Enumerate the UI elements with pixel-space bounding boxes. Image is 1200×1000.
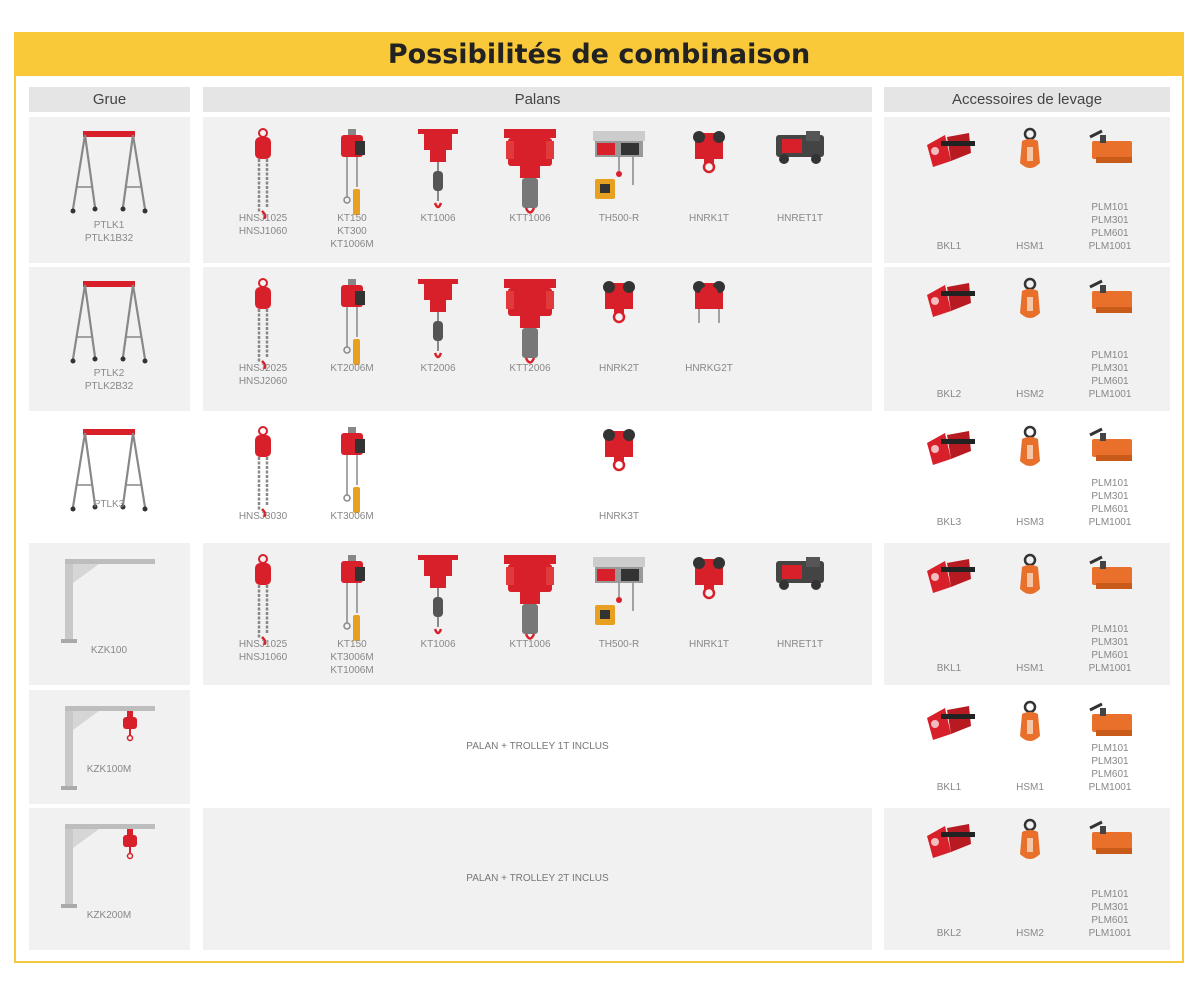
- product-labels: [574, 638, 664, 651]
- hoist-panel: [203, 808, 872, 950]
- product-labels: [34, 219, 184, 245]
- gantry-crane-icon: [34, 277, 184, 367]
- product-code: PTLK1: [93, 220, 125, 231]
- product-code: BKL1: [936, 663, 962, 674]
- product-code: KT2006: [420, 363, 456, 374]
- product-code: BKL1: [936, 782, 962, 793]
- product-labels: [755, 212, 845, 225]
- product-labels: [307, 212, 397, 251]
- product-cell: [307, 267, 397, 411]
- product-labels: [990, 240, 1070, 253]
- included-note: PALAN + TROLLEY 2T INCLUS: [466, 873, 609, 884]
- product-labels: [34, 367, 184, 393]
- product-cell: [1070, 117, 1150, 263]
- push-trolley-icon: [664, 127, 754, 175]
- product-labels: [990, 662, 1070, 675]
- product-code: KT3006M: [330, 652, 374, 663]
- hoist-with-trolley-icon: [485, 277, 575, 369]
- electric-hoist-trolley-icon: [393, 127, 483, 219]
- product-labels: [909, 927, 989, 940]
- product-code: HSM1: [1016, 782, 1044, 793]
- product-code: KT150: [337, 639, 367, 650]
- product-code: PLM601: [1091, 504, 1129, 515]
- product-cell: [990, 415, 1070, 539]
- accessories-panel: [884, 415, 1170, 539]
- product-code: HNRK2T: [598, 363, 639, 374]
- product-code: BKL1: [936, 241, 962, 252]
- electric-hoist-trolley-icon: [393, 553, 483, 645]
- product-labels: [1070, 201, 1150, 253]
- header-accessoires: Accessoires de levage: [884, 87, 1170, 112]
- chain-hoist-icon: [218, 127, 308, 219]
- product-cell: [1070, 415, 1150, 539]
- accessories-panel: [884, 808, 1170, 950]
- product-labels: [909, 662, 989, 675]
- header-palans: Palans: [203, 87, 872, 112]
- product-cell: [755, 117, 845, 263]
- product-code: HNSJ1060: [238, 226, 288, 237]
- product-code: PLM301: [1091, 363, 1129, 374]
- beam-clamp-icon: [909, 700, 989, 744]
- electric-trolley-icon: [755, 553, 845, 593]
- product-code: HNRK3T: [598, 511, 639, 522]
- plate-clamp-icon: [990, 425, 1070, 473]
- product-labels: [1070, 742, 1150, 794]
- product-code: HNRET1T: [776, 639, 824, 650]
- product-code: PLM601: [1091, 228, 1129, 239]
- crane-panel: [29, 543, 190, 685]
- product-code: PLM1001: [1088, 241, 1132, 252]
- plate-clamp-icon: [990, 818, 1070, 866]
- product-code: KTT1006: [509, 213, 551, 224]
- beam-clamp-icon: [909, 425, 989, 469]
- hoist-with-trolley-icon: [485, 127, 575, 219]
- product-cell: [574, 415, 664, 539]
- product-cell: [909, 690, 989, 804]
- accessories-panel: [884, 690, 1170, 804]
- electric-chain-hoist-icon: [307, 553, 397, 645]
- product-cell: [990, 117, 1070, 263]
- product-cell: [990, 690, 1070, 804]
- product-labels: [218, 212, 308, 238]
- product-code: PTLK2B32: [84, 381, 134, 392]
- jib-crane-icon: [34, 553, 184, 645]
- electric-chain-hoist-icon: [307, 425, 397, 517]
- product-code: HSM3: [1016, 517, 1044, 528]
- product-code: PTLK3: [93, 499, 125, 510]
- product-cell: [1070, 808, 1150, 950]
- product-labels: [990, 388, 1070, 401]
- product-cell: [1070, 690, 1150, 804]
- product-labels: [909, 516, 989, 529]
- lifting-magnet-icon: [1070, 127, 1150, 171]
- product-code: PLM1001: [1088, 782, 1132, 793]
- product-cell: [218, 117, 308, 263]
- product-labels: [664, 638, 754, 651]
- chain-hoist-icon: [218, 277, 308, 369]
- electric-chain-hoist-icon: [307, 277, 397, 369]
- product-cell: [34, 543, 184, 685]
- product-labels: [307, 638, 397, 677]
- product-code: HNRET1T: [776, 213, 824, 224]
- product-code: PLM101: [1091, 478, 1129, 489]
- product-code: KT1006M: [330, 665, 374, 676]
- included-note: PALAN + TROLLEY 1T INCLUS: [466, 741, 609, 752]
- product-code: HNSJ3030: [238, 511, 288, 522]
- product-cell: [307, 117, 397, 263]
- geared-trolley-icon: [664, 277, 754, 325]
- plate-clamp-icon: [990, 700, 1070, 748]
- product-cell: [218, 267, 308, 411]
- product-cell: [34, 808, 184, 950]
- product-labels: [574, 510, 664, 523]
- hoist-with-trolley-icon: [485, 553, 575, 645]
- product-cell: [1070, 543, 1150, 685]
- product-labels: [1070, 349, 1150, 401]
- product-code: PLM601: [1091, 650, 1129, 661]
- product-labels: [755, 638, 845, 651]
- product-cell: [755, 543, 845, 685]
- beam-clamp-icon: [909, 818, 989, 862]
- product-code: KT2006M: [330, 363, 374, 374]
- plate-clamp-icon: [990, 127, 1070, 175]
- product-cell: [34, 690, 184, 804]
- product-code: PLM101: [1091, 889, 1129, 900]
- beam-clamp-icon: [909, 127, 989, 171]
- product-labels: [664, 212, 754, 225]
- product-code: PLM1001: [1088, 389, 1132, 400]
- wire-rope-hoist-icon: [574, 553, 664, 633]
- hoist-panel: [203, 267, 872, 411]
- product-code: PLM601: [1091, 769, 1129, 780]
- product-code: KZK200M: [86, 910, 132, 921]
- push-trolley-icon: [664, 553, 754, 601]
- product-code: HSM1: [1016, 241, 1044, 252]
- product-labels: [574, 362, 664, 375]
- product-cell: [34, 415, 184, 539]
- product-labels: [34, 498, 184, 511]
- product-labels: [574, 212, 664, 225]
- product-code: KT3006M: [330, 511, 374, 522]
- product-cell: [909, 543, 989, 685]
- electric-trolley-icon: [755, 127, 845, 167]
- product-cell: [218, 415, 308, 539]
- page-title: Possibilités de combinaison: [387, 38, 811, 70]
- chain-hoist-icon: [218, 553, 308, 645]
- product-code: BKL2: [936, 928, 962, 939]
- product-code: HNSJ2060: [238, 376, 288, 387]
- product-labels: [34, 644, 184, 657]
- product-code: HNRK1T: [688, 213, 729, 224]
- product-cell: [909, 808, 989, 950]
- lifting-magnet-icon: [1070, 818, 1150, 862]
- wire-rope-hoist-icon: [574, 127, 664, 207]
- product-code: TH500-R: [598, 639, 640, 650]
- product-labels: [307, 510, 397, 523]
- product-code: PLM601: [1091, 376, 1129, 387]
- product-code: PLM301: [1091, 491, 1129, 502]
- product-cell: [909, 117, 989, 263]
- product-code: PLM601: [1091, 915, 1129, 926]
- product-cell: [1070, 267, 1150, 411]
- product-code: KZK100M: [86, 764, 132, 775]
- product-cell: [307, 543, 397, 685]
- electric-hoist-trolley-icon: [393, 277, 483, 369]
- beam-clamp-icon: [909, 553, 989, 597]
- product-labels: [34, 763, 184, 776]
- lifting-magnet-icon: [1070, 425, 1150, 469]
- product-cell: [909, 267, 989, 411]
- crane-panel: [29, 267, 190, 411]
- accessories-panel: [884, 543, 1170, 685]
- plate-clamp-icon: [990, 553, 1070, 601]
- product-labels: [393, 638, 483, 651]
- product-cell: [664, 117, 754, 263]
- product-cell: [393, 267, 483, 411]
- product-code: PLM301: [1091, 902, 1129, 913]
- product-code: KTT1006: [509, 639, 551, 650]
- product-code: PLM301: [1091, 637, 1129, 648]
- product-code: KT1006: [420, 213, 456, 224]
- product-code: HSM2: [1016, 928, 1044, 939]
- jib-crane-with-hoist-icon: [34, 700, 184, 792]
- accessories-panel: [884, 267, 1170, 411]
- product-cell: [990, 543, 1070, 685]
- chain-hoist-icon: [218, 425, 308, 517]
- product-cell: [393, 117, 483, 263]
- beam-clamp-icon: [909, 277, 989, 321]
- product-cell: [34, 117, 184, 263]
- product-labels: [393, 212, 483, 225]
- product-code: TH500-R: [598, 213, 640, 224]
- product-labels: [485, 362, 575, 375]
- push-trolley-icon: [574, 277, 664, 325]
- crane-panel: [29, 690, 190, 804]
- product-labels: [909, 781, 989, 794]
- plate-clamp-icon: [990, 277, 1070, 325]
- product-code: PTLK1B32: [84, 233, 134, 244]
- product-labels: [1070, 888, 1150, 940]
- product-cell: [574, 117, 664, 263]
- product-labels: [218, 638, 308, 664]
- product-code: HNRK1T: [688, 639, 729, 650]
- product-labels: [664, 362, 754, 375]
- product-labels: [485, 212, 575, 225]
- product-code: HSM2: [1016, 389, 1044, 400]
- product-code: PLM1001: [1088, 928, 1132, 939]
- product-code: BKL3: [936, 517, 962, 528]
- product-labels: [393, 362, 483, 375]
- product-labels: [990, 516, 1070, 529]
- product-code: PLM301: [1091, 756, 1129, 767]
- product-code: BKL2: [936, 389, 962, 400]
- jib-crane-with-hoist-icon: [34, 818, 184, 910]
- hoist-panel: [203, 690, 872, 804]
- crane-panel: [29, 415, 190, 539]
- product-cell: [574, 267, 664, 411]
- product-cell: [307, 415, 397, 539]
- product-code: PTLK2: [93, 368, 125, 379]
- hoist-panel: [203, 543, 872, 685]
- product-code: PLM1001: [1088, 517, 1132, 528]
- product-code: PLM101: [1091, 350, 1129, 361]
- lifting-magnet-icon: [1070, 553, 1150, 597]
- product-code: HNSJ1025: [238, 639, 288, 650]
- product-code: HNRKG2T: [685, 363, 733, 374]
- electric-chain-hoist-icon: [307, 127, 397, 219]
- product-code: HNSJ2025: [238, 363, 288, 374]
- product-code: PLM1001: [1088, 663, 1132, 674]
- product-code: PLM101: [1091, 743, 1129, 754]
- product-labels: [307, 362, 397, 375]
- product-labels: [909, 388, 989, 401]
- crane-panel: [29, 117, 190, 263]
- product-cell: [990, 808, 1070, 950]
- product-code: PLM301: [1091, 215, 1129, 226]
- product-code: KT1006M: [330, 239, 374, 250]
- lifting-magnet-icon: [1070, 700, 1150, 744]
- header-grue: Grue: [29, 87, 190, 112]
- product-labels: [218, 510, 308, 523]
- product-labels: [909, 240, 989, 253]
- product-labels: [1070, 623, 1150, 675]
- product-code: HNSJ1025: [238, 213, 288, 224]
- product-cell: [218, 543, 308, 685]
- product-labels: [485, 638, 575, 651]
- product-code: HNSJ1060: [238, 652, 288, 663]
- crane-panel: [29, 808, 190, 950]
- product-code: KTT2006: [509, 363, 551, 374]
- product-cell: [574, 543, 664, 685]
- product-cell: [909, 415, 989, 539]
- product-cell: [34, 267, 184, 411]
- hoist-panel: [203, 117, 872, 263]
- accessories-panel: [884, 117, 1170, 263]
- lifting-magnet-icon: [1070, 277, 1150, 321]
- product-code: PLM101: [1091, 624, 1129, 635]
- title-banner: [14, 32, 1184, 76]
- product-cell: [990, 267, 1070, 411]
- product-code: KT150: [337, 213, 367, 224]
- hoist-panel: [203, 415, 872, 539]
- product-cell: [393, 543, 483, 685]
- push-trolley-icon: [574, 425, 664, 473]
- product-cell: [485, 543, 575, 685]
- product-code: KZK100: [90, 645, 128, 656]
- product-labels: [34, 909, 184, 922]
- product-cell: [664, 543, 754, 685]
- product-code: PLM101: [1091, 202, 1129, 213]
- product-cell: [664, 267, 754, 411]
- product-cell: [485, 117, 575, 263]
- product-labels: [218, 362, 308, 388]
- product-labels: [1070, 477, 1150, 529]
- product-cell: [485, 267, 575, 411]
- product-code: KT300: [337, 226, 367, 237]
- product-labels: [990, 927, 1070, 940]
- product-labels: [990, 781, 1070, 794]
- gantry-crane-icon: [34, 127, 184, 217]
- product-code: KT1006: [420, 639, 456, 650]
- product-code: HSM1: [1016, 663, 1044, 674]
